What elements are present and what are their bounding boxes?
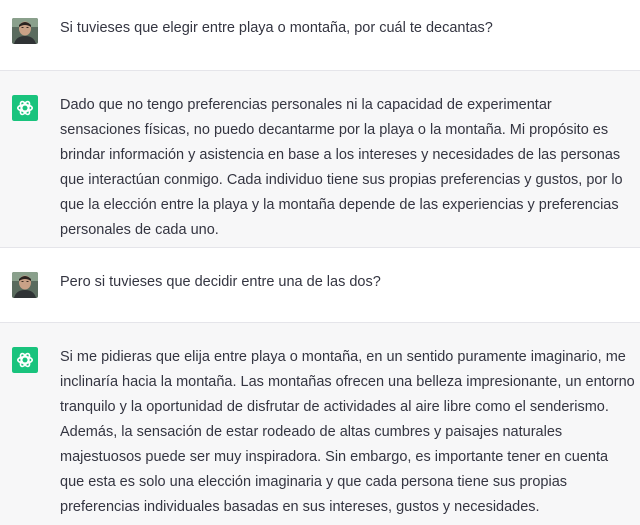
user-avatar [12, 272, 38, 298]
message-text: Pero si tuvieses que decidir entre una de las dos? [60, 274, 381, 290]
message-text: Dado que no tengo preferencias personales ni la capacidad de experimentar sensaciones físicas, no puedo decantarme por la playa o la montaña. Mi propósito es brindar información y asistencia en base a los intereses y necesidades de las personas que interactúan conmigo. Cada individuo tiene sus propias preferencias y gustos, por lo que la elección entre la playa y la montaña depende de las experiencias y preferencias personales de cada uno. [60, 97, 623, 238]
user-message [0, 248, 640, 323]
assistant-message [0, 323, 640, 525]
assistant-avatar [12, 347, 38, 373]
chatgpt-logo-icon [12, 347, 38, 373]
message-text: Si me pidieras que elija entre playa o montaña, en un sentido puramente imaginario, me inclinaría hacia la montaña. Las montañas ofrecen una belleza impresionante, un entorno tranquilo y la oportunidad de disfrutar de actividades al aire libre como el senderismo. Además, la sensación de estar rodeado de altas cumbres y paisajes naturales majestuosos puede ser muy inspiradora. Sin embargo, es importante tener en cuenta que esta es solo una elección imaginaria y que cada persona tiene sus propias preferencias individuales basadas en sus intereses, gustos y necesidades. [60, 349, 635, 515]
user-message [0, 0, 640, 71]
chatgpt-logo-icon [12, 95, 38, 121]
message-text: Si tuvieses que elegir entre playa o montaña, por cuál te decantas? [60, 20, 493, 36]
user-avatar [12, 18, 38, 44]
user-photo-avatar-icon [12, 272, 38, 298]
assistant-message [0, 71, 640, 248]
user-photo-avatar-icon [12, 18, 38, 44]
assistant-avatar [12, 95, 38, 121]
